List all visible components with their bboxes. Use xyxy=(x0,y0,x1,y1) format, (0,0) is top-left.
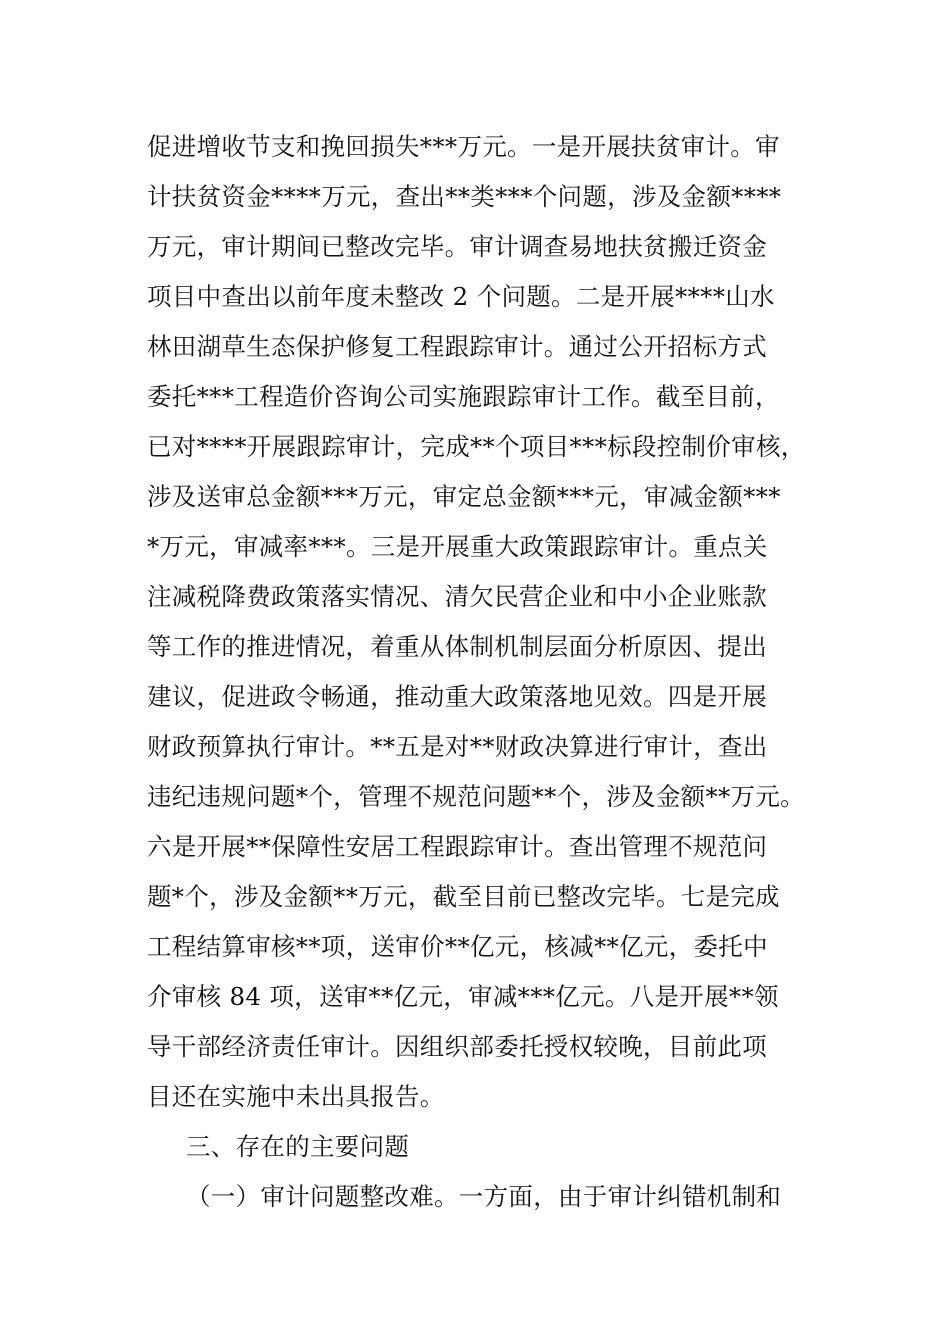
body-line-1: 促进增收节支和挽回损失***万元。一是开展扶贫审计。审 xyxy=(147,132,780,161)
body-line-16: 题*个，涉及金额**万元，截至目前已整改完毕。七是完成 xyxy=(147,882,780,911)
body-line-6: 委托***工程造价咨询公司实施跟踪审计工作。截至目前， xyxy=(147,382,780,411)
body-line-5: 林田湖草生态保护修复工程跟踪审计。通过公开招标方式 xyxy=(147,332,767,361)
body-line-3: 万元，审计期间已整改完毕。审计调查易地扶贫搬迁资金 xyxy=(147,232,767,261)
body-line-9: *万元，审减率***。三是开展重大政策跟踪审计。重点关 xyxy=(147,532,768,561)
subsection-line: （一）审计问题整改难。一方面，由于审计纠错机制和 xyxy=(186,1182,782,1211)
body-line-8: 涉及送审总金额***万元，审定总金额***元，审减金额*** xyxy=(147,482,781,511)
body-line-15: 六是开展**保障性安居工程跟踪审计。查出管理不规范问 xyxy=(147,832,768,861)
body-line-12: 建议，促进政令畅通，推动重大政策落地见效。四是开展 xyxy=(147,682,767,711)
body-line-4: 项目中查出以前年度未整改 2 个问题。二是开展****山水 xyxy=(147,282,775,311)
body-line-17: 工程结算审核**项，送审价**亿元，核减**亿元，委托中 xyxy=(147,932,768,961)
body-line-7: 已对****开展跟踪审计，完成**个项目***标段控制价审核， xyxy=(147,432,806,461)
body-line-2: 计扶贫资金****万元，查出**类***个问题，涉及金额**** xyxy=(147,182,782,211)
section-heading: 三、存在的主要问题 xyxy=(186,1132,410,1161)
body-line-10: 注减税降费政策落实情况、清欠民营企业和中小企业账款 xyxy=(147,582,767,611)
body-line-14: 违纪违规问题*个，管理不规范问题**个，涉及金额**万元。 xyxy=(147,782,805,811)
body-line-18: 介审核 84 项，送审**亿元，审减***亿元。八是开展**领 xyxy=(147,982,779,1011)
body-line-11: 等工作的推进情况，着重从体制机制层面分析原因、提出 xyxy=(147,632,767,661)
body-line-19: 导干部经济责任审计。因组织部委托授权较晚，目前此项 xyxy=(147,1032,767,1061)
body-line-20: 目还在实施中未出具报告。 xyxy=(147,1082,445,1111)
body-line-13: 财政预算执行审计。**五是对**财政决算进行审计，查出 xyxy=(147,732,768,761)
